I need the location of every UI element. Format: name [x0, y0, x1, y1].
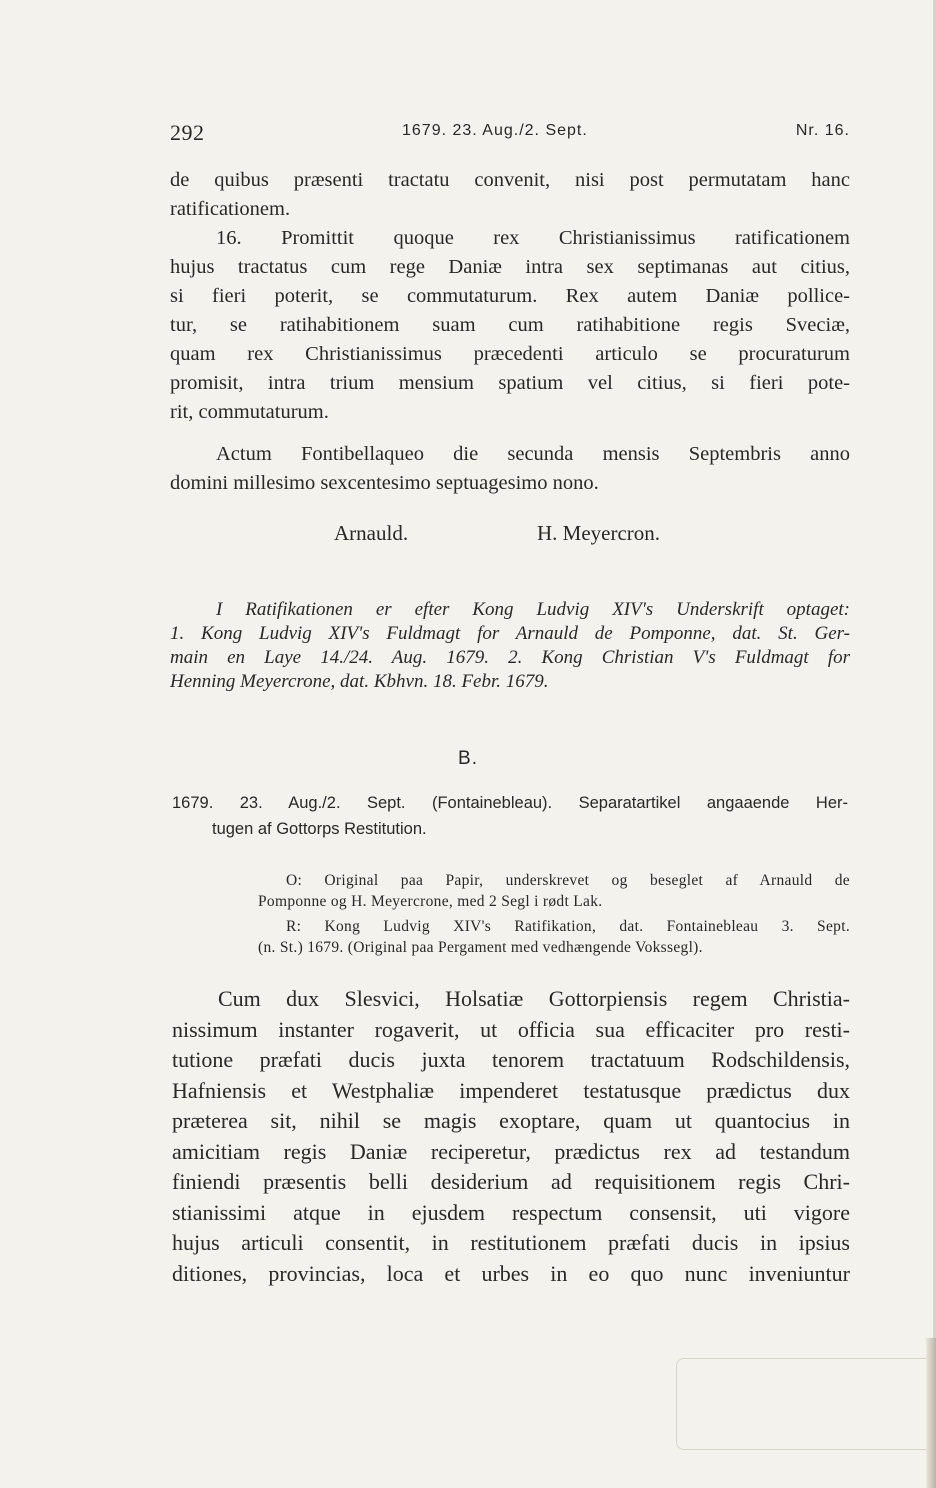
- text-line: main en Laye 14./24. Aug. 1679. 2. Kong Christian V's Fuldmagt for: [170, 647, 850, 668]
- text-line: præterea sit, nihil se magis exoptare, quam ut quantocius in: [172, 1108, 850, 1133]
- section-heading: B.: [458, 748, 478, 769]
- text-line: 1679. 23. Aug./2. Sept. (Fontainebleau). Separatartikel angaaende Her-: [172, 794, 848, 812]
- text-line: 1. Kong Ludvig XIV's Fuldmagt for Arnauld de Pomponne, dat. St. Ger-: [170, 623, 850, 644]
- text-line: ratificationem.: [170, 198, 291, 220]
- text-line: tutione præfati ducis juxta tenorem tractatuum Rodschildensis,: [172, 1047, 850, 1072]
- text-line: O: Original paa Papir, underskrevet og beseglet af Arnauld de: [286, 872, 850, 889]
- text-line: Pomponne og H. Meyercrone, med 2 Segl i rødt Lak.: [258, 893, 603, 910]
- text-line: amicitiam regis Daniæ reciperetur, prædictus rex ad testandum: [172, 1138, 850, 1164]
- text-line: stianissimi atque in ejusdem respectum consensit, uti vigore: [172, 1199, 850, 1225]
- text-line: tugen af Gottorps Restitution.: [212, 820, 427, 838]
- scan-artifact: [676, 1358, 935, 1450]
- text-line: domini millesimo sexcentesimo septuagesimo nono.: [170, 472, 599, 494]
- article-16-paragraph: [170, 224, 850, 427]
- text-line: Actum Fontibellaqueo die secunda mensis Septembris anno: [216, 443, 850, 465]
- header-date: 1679. 23. Aug./2. Sept.: [402, 122, 588, 139]
- text-line: quam rex Christianissimus præcedenti articulo se procuraturum: [170, 343, 850, 365]
- text-line: rit, commutaturum.: [170, 401, 329, 423]
- text-line: Cum dux Slesvici, Holsatiæ Gottorpiensis regem Christia-: [218, 986, 850, 1011]
- running-header: [170, 120, 850, 148]
- intro-paragraph: [170, 166, 850, 224]
- text-line: finiendi præsentis belli desiderium ad requisitionem regis Chri-: [172, 1169, 850, 1194]
- text-line: nissimum instanter rogaverit, ut officia sua efficaciter pro resti-: [172, 1016, 850, 1042]
- text-line: Henning Meyercrone, dat. Kbhvn. 18. Febr. 1679.: [170, 671, 549, 692]
- text-line: tur, se ratihabitionem suam cum ratihabitione regis Sveciæ,: [170, 314, 850, 336]
- signature-arnauld: Arnauld.: [334, 521, 409, 545]
- text-line: ditiones, provincias, loca et urbes in eo quo nunc inveniuntur: [172, 1260, 850, 1286]
- actum-paragraph: [170, 440, 850, 498]
- text-line: promisit, intra trium mensium spatium vel citius, si fieri pote-: [170, 372, 850, 394]
- text-line: de quibus præsenti tractatu convenit, nisi post permutatam hanc: [170, 169, 850, 191]
- text-line: hujus articuli consentit, in restitutionem præfati ducis in ipsius: [172, 1230, 850, 1255]
- source-description: [258, 870, 850, 958]
- text-line: hujus tractatus cum rege Daniæ intra sex septimanas aut citius,: [170, 256, 850, 278]
- text-line: R: Kong Ludvig XIV's Ratifikation, dat. Fontainebleau 3. Sept.: [286, 918, 850, 935]
- text-line: Hafniensis et Westphaliæ impenderet testatusque prædictus dux: [172, 1077, 850, 1103]
- text-line: (n. St.) 1679. (Original paa Pergament med vedhængende Vokssegl).: [258, 939, 703, 956]
- text-line: I Ratifikationen er efter Kong Ludvig XIV's Underskrift optaget:: [216, 599, 850, 620]
- main-paragraph: [172, 984, 850, 1289]
- page-number: 292: [170, 120, 205, 145]
- document-number: Nr. 16.: [795, 122, 850, 139]
- ratification-note: [170, 598, 850, 694]
- page-corner-shadow: [926, 1338, 936, 1488]
- subject-heading: [172, 790, 848, 842]
- signature-meyercron: H. Meyercron.: [537, 521, 661, 545]
- signatures: [170, 521, 850, 551]
- text-line: 16. Promittit quoque rex Christianissimus ratificationem: [216, 227, 850, 249]
- text-line: si fieri poterit, se commutaturum. Rex autem Daniæ pollice-: [170, 285, 850, 307]
